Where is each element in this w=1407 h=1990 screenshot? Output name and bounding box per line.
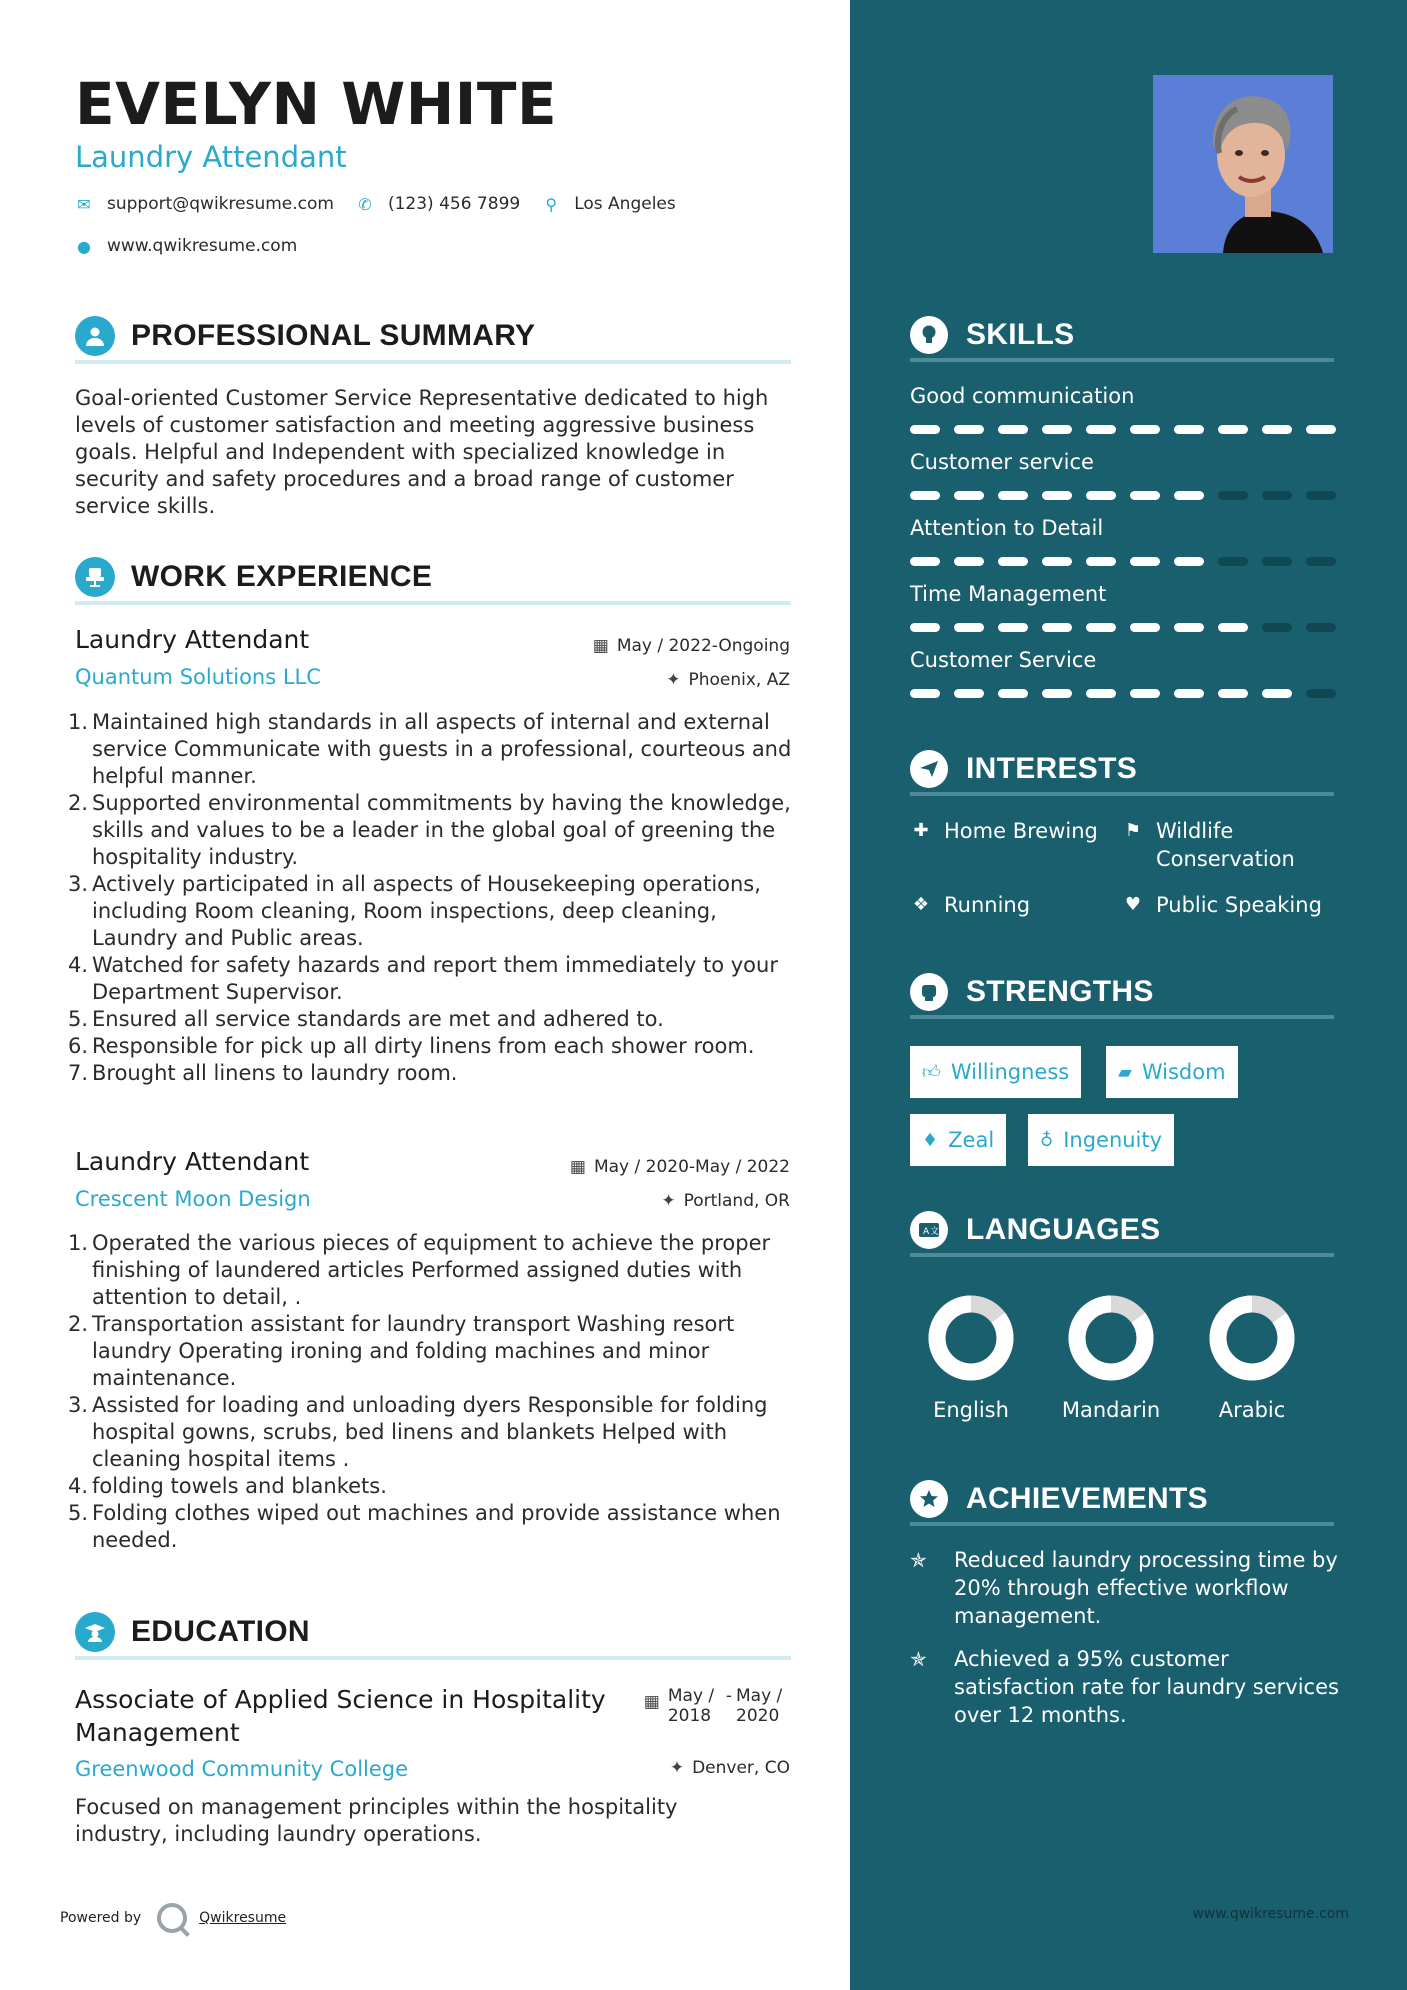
- skill-level-segment: [1306, 689, 1336, 698]
- skill-label: Customer Service: [910, 648, 1097, 672]
- language-donut: [926, 1293, 1016, 1383]
- duty-text: Assisted for loading and unloading dyers Responsible for folding hospital gowns, scrubs, bed linens and blankets Helped with cleaning hospital items .: [92, 1393, 768, 1471]
- job-1-duty-item: [68, 1033, 798, 1060]
- duty-text: folding towels and blankets.: [92, 1474, 387, 1498]
- skill-level-segment: [1042, 425, 1072, 434]
- job-1-duties: [68, 709, 798, 1087]
- email-text[interactable]: support@qwikresume.com: [107, 194, 334, 214]
- job-2-duty-item: [68, 1230, 798, 1311]
- strength-zeal: [910, 1114, 1006, 1166]
- interests-heading: [910, 746, 1334, 796]
- skill-level-segment: [1262, 557, 1292, 566]
- language-label: English: [933, 1398, 1009, 1422]
- interest-label: Home Brewing: [944, 819, 1098, 843]
- skill-level-segment: [1042, 491, 1072, 500]
- heartbeat-icon: ♥: [1124, 894, 1142, 915]
- job-2-duty-item: [68, 1500, 798, 1554]
- skill-level-segment: [1174, 623, 1204, 632]
- list-number: 7.: [68, 1061, 89, 1085]
- flame-icon: ♦: [922, 1129, 939, 1151]
- duty-text: Brought all linens to laundry room.: [92, 1061, 458, 1085]
- list-number: 2.: [68, 1312, 89, 1336]
- skill-level-segment: [1086, 557, 1116, 566]
- skill-level-segment: [1130, 623, 1160, 632]
- skill-level-segment: [910, 623, 940, 632]
- candidate-name: EVELYN WHITE: [75, 70, 558, 138]
- skills-heading: [910, 312, 1334, 362]
- calendar-icon: ▦: [569, 1157, 586, 1177]
- location-pin-icon: ⚲: [545, 194, 558, 214]
- job-1-duty-item: [68, 1060, 798, 1087]
- interest-public-speaking: [1122, 891, 1322, 919]
- skill-level-segment: [954, 425, 984, 434]
- skill-label: Customer service: [910, 450, 1094, 474]
- duty-text: Responsible for pick up all dirty linens from each shower room.: [92, 1034, 755, 1058]
- skill-level-segment: [1042, 623, 1072, 632]
- candidate-title: Laundry Attendant: [75, 140, 347, 174]
- job-2-title: Laundry Attendant: [75, 1147, 310, 1176]
- skill-level-bar: [910, 689, 1350, 698]
- summary-text: Goal-oriented Customer Service Representative dedicated to high levels of customer satisfaction and meeting aggressive business goals. Helpful and Independent with specialized knowledge in security and safety procedures and a broad range of customer service skills.: [75, 386, 769, 518]
- skill-level-segment: [998, 557, 1028, 566]
- lightbulb-icon: ♁: [1040, 1129, 1054, 1151]
- phone-icon: ✆: [358, 194, 372, 214]
- language-label: Mandarin: [1061, 1398, 1161, 1422]
- interest-label: Public Speaking: [1156, 893, 1322, 917]
- calendar-icon: ▦: [592, 636, 609, 656]
- skill-level-segment: [1218, 557, 1248, 566]
- job-2-location: [661, 1191, 790, 1211]
- job-2-duty-item: [68, 1311, 798, 1392]
- achievement-text: Achieved a 95% customer satisfaction rate for laundry services over 12 months.: [954, 1647, 1339, 1727]
- duty-text: Maintained high standards in all aspects of internal and external service Communicate with guests in a professional, courteous and helpful manner.: [92, 710, 792, 788]
- skill-level-segment: [954, 689, 984, 698]
- skill-level-segment: [1262, 425, 1292, 434]
- skill-level-segment: [998, 623, 1028, 632]
- brand-link[interactable]: Qwikresume: [199, 1910, 287, 1926]
- globe-icon: ●: [77, 236, 91, 256]
- skills-title: SKILLS: [966, 318, 1075, 351]
- interest-running: [910, 891, 1030, 919]
- profile-photo: [1153, 75, 1333, 253]
- duty-text: Ensured all service standards are met and adhered to.: [92, 1007, 664, 1031]
- achievements-heading: [910, 1476, 1334, 1526]
- strength-label: Wisdom: [1141, 1060, 1226, 1084]
- pin-icon: ✦: [666, 670, 681, 690]
- svg-text:A: A: [923, 1227, 930, 1237]
- job-1-company: Quantum Solutions LLC: [75, 665, 321, 689]
- pin-icon: ✦: [661, 1191, 676, 1211]
- contact-row-2: [75, 236, 297, 256]
- strengths-heading: [910, 969, 1334, 1019]
- skill-level-segment: [1086, 425, 1116, 434]
- skill-label: Time Management: [910, 582, 1107, 606]
- experience-title: WORK EXPERIENCE: [131, 560, 433, 593]
- strength-wisdom: [1106, 1046, 1238, 1098]
- skill-level-segment: [1306, 491, 1336, 500]
- interest-wildlife-conservation: [1122, 817, 1322, 873]
- interest-label: Running: [944, 893, 1031, 917]
- job-1-location: [666, 670, 790, 690]
- skill-level-segment: [1174, 425, 1204, 434]
- education-heading: [75, 1608, 791, 1660]
- list-number: 5.: [68, 1501, 89, 1525]
- skill-level-segment: [954, 557, 984, 566]
- job-2-date: [570, 1157, 790, 1177]
- thumbs-up-icon: 👍︎: [922, 1062, 941, 1083]
- strength-label: Ingenuity: [1063, 1128, 1163, 1152]
- skill-label: Attention to Detail: [910, 516, 1104, 540]
- powered-by: [60, 1903, 286, 1933]
- skill-level-segment: [954, 491, 984, 500]
- skill-level-bar: [910, 425, 1350, 434]
- degree-title: Associate of Applied Science in Hospitality Management: [75, 1685, 606, 1747]
- pin-icon: ✦: [669, 1758, 685, 1778]
- job-2-duties: [68, 1230, 798, 1554]
- job-1-title: Laundry Attendant: [75, 625, 310, 654]
- skill-level-segment: [1174, 557, 1204, 566]
- summary-heading: [75, 312, 791, 364]
- location-text: Los Angeles: [574, 194, 676, 214]
- powered-by-label: Powered by: [60, 1910, 142, 1926]
- skill-level-segment: [1174, 491, 1204, 500]
- skill-level-segment: [910, 689, 940, 698]
- skill-level-segment: [1130, 491, 1160, 500]
- skill-level-segment: [1042, 557, 1072, 566]
- skill-level-segment: [954, 623, 984, 632]
- language-label: Arabic: [1218, 1398, 1286, 1422]
- raised-fist-icon: [910, 973, 948, 1011]
- education-location-text: Denver, CO: [692, 1758, 790, 1778]
- skill-level-segment: [1262, 491, 1292, 500]
- list-number: 2.: [68, 791, 89, 815]
- skill-level-segment: [910, 557, 940, 566]
- duty-text: Operated the various pieces of equipment to achieve the proper finishing of laundered articles Performed assigned duties with attention to detail, .: [92, 1231, 771, 1309]
- interests-title: INTERESTS: [966, 752, 1138, 785]
- skill-level-segment: [910, 425, 940, 434]
- skill-level-segment: [1174, 689, 1204, 698]
- lightbulb-icon: [910, 316, 948, 354]
- list-number: 4.: [68, 953, 89, 977]
- skill-level-bar: [910, 557, 1350, 566]
- skill-level-segment: [998, 689, 1028, 698]
- interest-label: Wildlife Conservation: [1156, 819, 1295, 871]
- skill-level-segment: [1086, 623, 1116, 632]
- list-number: 4.: [68, 1474, 89, 1498]
- languages-heading: [910, 1207, 1334, 1257]
- list-number: 1.: [68, 1231, 89, 1255]
- list-number: 6.: [68, 1034, 89, 1058]
- skill-level-segment: [1086, 689, 1116, 698]
- achievement-item: [910, 1645, 1340, 1729]
- job-1-date-text: May / 2022-Ongoing: [616, 636, 790, 656]
- svg-text:文: 文: [930, 1227, 940, 1237]
- skill-level-segment: [1130, 689, 1160, 698]
- job-1-duty-item: [68, 871, 798, 952]
- skill-level-segment: [1218, 491, 1248, 500]
- duty-text: Actively participated in all aspects of Housekeeping operations, including Room cleaning, Room inspections, deep cleaning, Laundry and Public areas.: [92, 872, 761, 950]
- achievement-item: [910, 1546, 1340, 1630]
- job-2-company: Crescent Moon Design: [75, 1187, 311, 1211]
- flag-icon: ⚑: [1124, 820, 1142, 841]
- education-title: EDUCATION: [131, 1615, 310, 1648]
- paper-plane-icon: [910, 750, 948, 788]
- skill-level-bar: [910, 491, 1350, 500]
- skill-level-segment: [1262, 689, 1292, 698]
- school-name: Greenwood Community College: [75, 1757, 409, 1781]
- user-icon: [75, 316, 115, 356]
- calendar-icon: ▦: [643, 1692, 660, 1712]
- skill-level-segment: [1218, 425, 1248, 434]
- strength-ingenuity: [1028, 1114, 1174, 1166]
- qwikresume-logo-icon: [157, 1903, 187, 1933]
- interest-home-brewing: [910, 817, 1098, 845]
- education-dates: ▦ May / 2018 - May / 2020: [644, 1686, 790, 1726]
- briefcase-chair-icon: [75, 557, 115, 597]
- list-number: 3.: [68, 872, 89, 896]
- skill-label: Good communication: [910, 384, 1135, 408]
- job-1-location-text: Phoenix, AZ: [688, 670, 790, 690]
- education-location: [670, 1758, 790, 1778]
- job-2-date-text: May / 2020-May / 2022: [593, 1157, 790, 1177]
- duty-text: Folding clothes wiped out machines and provide assistance when needed.: [92, 1501, 781, 1552]
- translate-icon: [910, 1211, 948, 1249]
- education-end: May / 2020: [736, 1686, 783, 1726]
- phone-text[interactable]: (123) 456 7899: [387, 194, 521, 214]
- book-icon: ▰: [1118, 1061, 1132, 1083]
- skill-level-segment: [1130, 557, 1160, 566]
- strength-willingness: [910, 1046, 1081, 1098]
- education-start: May / 2018: [667, 1686, 715, 1726]
- job-2-location-text: Portland, OR: [683, 1191, 790, 1211]
- duty-text: Transportation assistant for laundry transport Washing resort laundry Operating ironing and folding machines and minor maintenance.: [92, 1312, 735, 1390]
- contact-row-1: [75, 194, 676, 214]
- skill-level-segment: [1218, 689, 1248, 698]
- strength-label: Zeal: [948, 1128, 995, 1152]
- experience-heading: [75, 553, 791, 605]
- skill-level-segment: [1086, 491, 1116, 500]
- duty-text: Supported environmental commitments by having the knowledge, skills and values to be a leader in the global goal of greening the hospitality industry.: [92, 791, 791, 869]
- star-icon: ✯: [910, 1647, 927, 1671]
- languages-title: LANGUAGES: [966, 1213, 1161, 1246]
- skill-level-segment: [998, 491, 1028, 500]
- language-donut: [1066, 1293, 1156, 1383]
- list-number: 5.: [68, 1007, 89, 1031]
- skill-level-segment: [1218, 623, 1248, 632]
- footer-website[interactable]: www.qwikresume.com: [1192, 1906, 1349, 1922]
- skill-level-segment: [1130, 425, 1160, 434]
- strength-label: Willingness: [950, 1060, 1070, 1084]
- skill-level-segment: [1042, 689, 1072, 698]
- list-number: 1.: [68, 710, 89, 734]
- skill-level-bar: [910, 623, 1350, 632]
- skill-level-segment: [1262, 623, 1292, 632]
- job-1-duty-item: [68, 709, 798, 790]
- achievements-title: ACHIEVEMENTS: [966, 1482, 1208, 1515]
- strengths-title: STRENGTHS: [966, 975, 1154, 1008]
- job-1-duty-item: [68, 952, 798, 1006]
- skill-level-segment: [1306, 623, 1336, 632]
- job-2-duty-item: [68, 1473, 798, 1500]
- job-1-duty-item: [68, 790, 798, 871]
- education-text: Focused on management principles within the hospitality industry, including laundry operations.: [75, 1795, 678, 1846]
- skill-level-segment: [1306, 557, 1336, 566]
- puzzle-icon: ✚: [913, 820, 929, 841]
- achievement-text: Reduced laundry processing time by 20% through effective workflow management.: [954, 1548, 1338, 1628]
- paw-icon: ❖: [912, 894, 930, 915]
- list-number: 3.: [68, 1393, 89, 1417]
- star-badge-icon: [910, 1480, 948, 1518]
- duty-text: Watched for safety hazards and report them immediately to your Department Supervisor.: [92, 953, 778, 1004]
- skill-level-segment: [910, 491, 940, 500]
- website-text[interactable]: www.qwikresume.com: [107, 236, 298, 256]
- language-donut: [1207, 1293, 1297, 1383]
- job-2-duty-item: [68, 1392, 798, 1473]
- graduate-icon: [75, 1612, 115, 1652]
- star-icon: ✯: [910, 1548, 927, 1572]
- job-1-date: [593, 636, 790, 656]
- skill-level-segment: [998, 425, 1028, 434]
- email-icon: ✉: [77, 194, 91, 214]
- job-1-duty-item: [68, 1006, 798, 1033]
- summary-title: PROFESSIONAL SUMMARY: [131, 319, 536, 352]
- skill-level-segment: [1306, 425, 1336, 434]
